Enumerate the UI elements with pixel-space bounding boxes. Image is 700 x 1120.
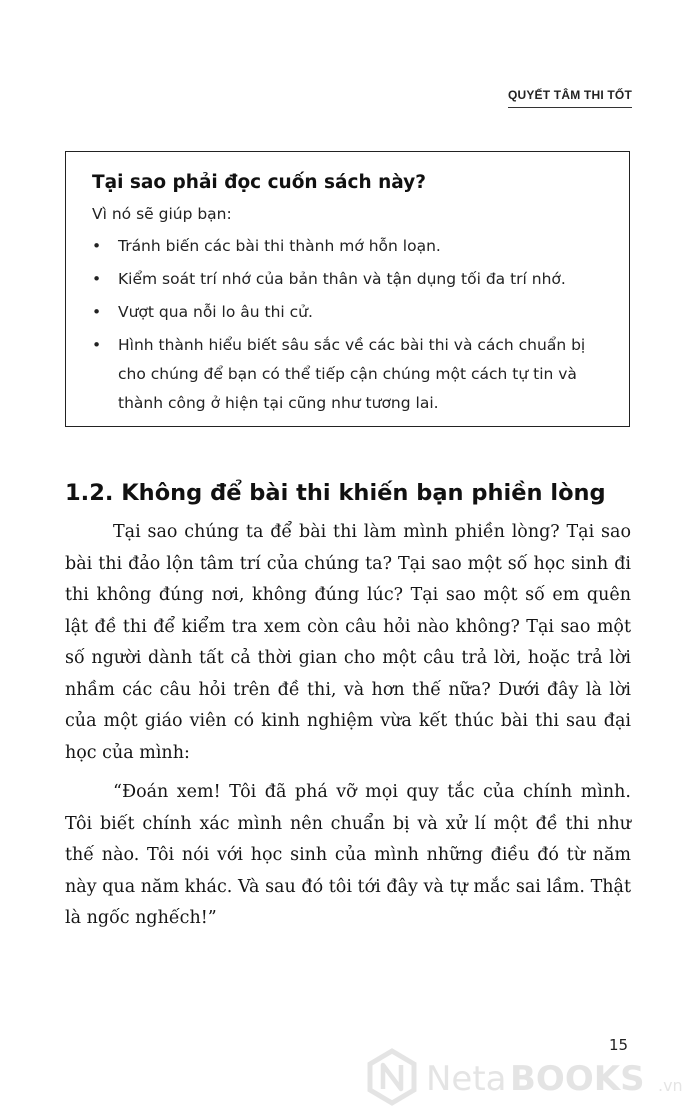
bullet-icon: • xyxy=(92,303,102,321)
list-item-text: Tránh biến các bài thi thành mớ hỗn loạn. xyxy=(118,237,441,255)
callout-box xyxy=(65,151,630,427)
watermark-brand-a: Neta xyxy=(426,1059,507,1099)
list-item-text: Vượt qua nỗi lo âu thi cử. xyxy=(118,303,313,321)
running-header: QUYẾT TÂM THI TỐT xyxy=(508,88,632,108)
section-heading: 1.2. Không để bài thi khiến bạn phiền lòng xyxy=(65,480,606,506)
watermark-suffix: .vn xyxy=(658,1076,683,1095)
watermark xyxy=(362,1047,698,1107)
list-item xyxy=(92,331,603,418)
body-text xyxy=(65,517,631,943)
list-item xyxy=(92,265,603,294)
quote-paragraph: “Đoán xem! Tôi đã phá vỡ mọi quy tắc của chính mình. Tôi biết chính xác mình nên chuẩn bị và xử lí một đề thi như thế nào. Tôi nói với học sinh của mình những điều đó từ năm này qua năm khác. Và sau đó tôi tới đây và tự mắc sai lầm. Thật là ngốc nghếch!” xyxy=(65,782,631,928)
callout-bullet-list xyxy=(92,232,603,418)
callout-title: Tại sao phải đọc cuốn sách này? xyxy=(92,172,426,193)
bullet-icon: • xyxy=(92,336,102,354)
body-paragraph: Tại sao chúng ta để bài thi làm mình phiền lòng? Tại sao bài thi đảo lộn tâm trí của chúng ta? Tại sao một số học sinh đi thi không đúng nơi, không đúng lúc? Tại sao một số em quên lật đề thi để kiểm tra xem còn câu hỏi nào không? Tại sao một số người dành tất cả thời gian cho một câu trả lời, hoặc trả lời nhầm các câu hỏi trên đề thi, và hơn thế nữa? Dưới đây là lời của một giáo viên có kinh nghiệm vừa kết thúc bài thi sau đại học của mình: xyxy=(65,522,631,763)
callout-intro: Vì nó sẽ giúp bạn: xyxy=(92,205,232,223)
list-item-text: Kiểm soát trí nhớ của bản thân và tận dụng tối đa trí nhớ. xyxy=(118,270,566,288)
watermark-brand-b: BOOKS xyxy=(510,1059,645,1099)
list-item-text: Hình thành hiểu biết sâu sắc về các bài thi và cách chuẩn bị cho chúng để bạn có thể tiếp cận chúng một cách tự tin và thành công ở hiện tại cũng như tương lai. xyxy=(118,336,586,412)
bullet-icon: • xyxy=(92,237,102,255)
list-item xyxy=(92,232,603,261)
list-item xyxy=(92,298,603,327)
page-number: 15 xyxy=(609,1036,629,1054)
bullet-icon: • xyxy=(92,270,102,288)
netabooks-logo-icon xyxy=(370,1051,414,1103)
